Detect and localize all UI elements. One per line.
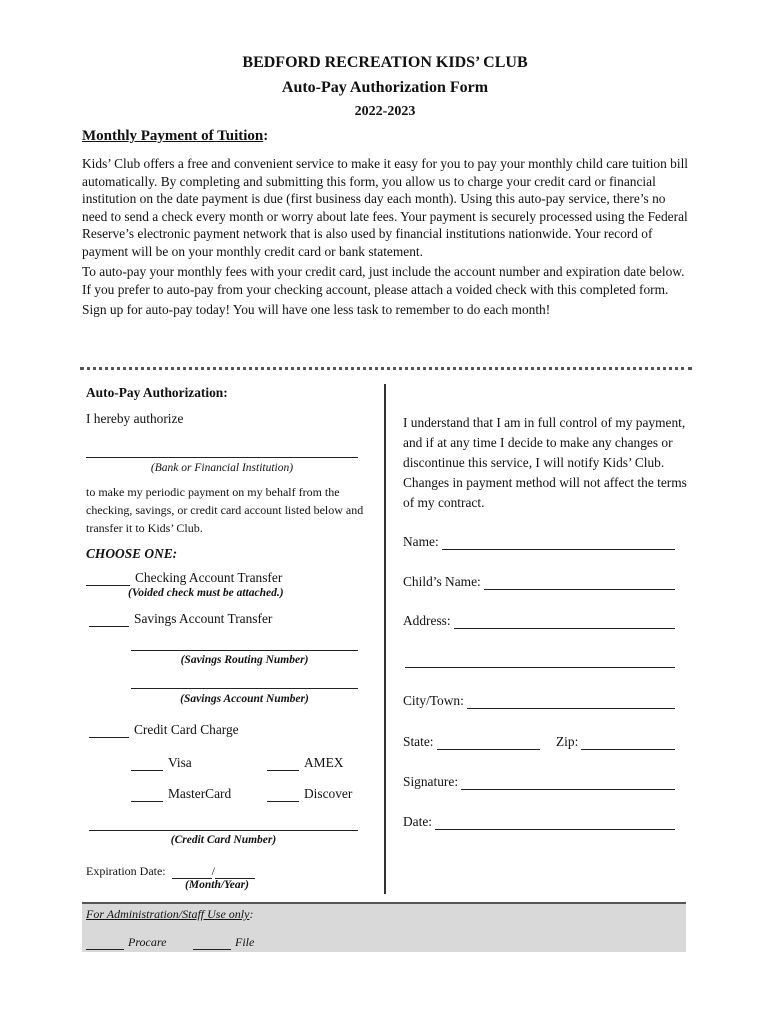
- routing-field[interactable]: [131, 650, 358, 651]
- address-field-row: [403, 613, 675, 629]
- credit-option[interactable]: [89, 722, 239, 738]
- periodic-text: to make my periodic payment on my behalf from the checking, savings, or credit card account listed below and transfer it to Kids’ Club.: [86, 485, 364, 535]
- month-year-caption: (Month/Year): [185, 879, 249, 891]
- name-label: Name:: [403, 534, 439, 549]
- intro-paragraph-1: Kids’ Club offers a free and convenient service to make it easy for you to pay your monthly child care tuition bill automatically. By completing and submitting this form, you allow us to charge your credit card or financial institution on the date payment is due (first business day each month). Using this auto-pay service, there’s no need to send a check every month or worry about late fees. Your payment is securely processed using the Federal Reserve’s electronic payment network that is also used by financial institutions nationwide. Your record of payment will be on your monthly credit card or bank statement.: [82, 156, 689, 259]
- address-line-2[interactable]: [405, 667, 675, 668]
- choose-one-label: CHOOSE ONE:: [86, 546, 178, 561]
- account-field[interactable]: [131, 688, 358, 689]
- date-label: Date:: [403, 814, 432, 829]
- amex-blank[interactable]: [267, 758, 299, 771]
- zip-label: Zip:: [556, 734, 579, 749]
- zip-field-row: [556, 734, 675, 750]
- bank-field[interactable]: [86, 457, 358, 458]
- name-field-row: [403, 534, 675, 550]
- address-label: Address:: [403, 613, 451, 628]
- date-field-row: [403, 814, 675, 830]
- state-label: State:: [403, 734, 434, 749]
- dotted-divider: [80, 367, 692, 370]
- savings-label: Savings Account Transfer: [134, 611, 273, 626]
- address-input[interactable]: [454, 616, 675, 629]
- signature-label: Signature:: [403, 774, 459, 789]
- cc-caption: (Credit Card Number): [170, 834, 277, 846]
- expiration-row: [86, 864, 255, 879]
- intro-text: [82, 155, 692, 319]
- credit-blank[interactable]: [89, 725, 129, 738]
- state-input[interactable]: [437, 737, 541, 750]
- column-divider: [384, 384, 386, 894]
- savings-blank[interactable]: [89, 614, 129, 627]
- discover-option[interactable]: [267, 786, 352, 802]
- voided-note: (Voided check must be attached.): [128, 587, 284, 599]
- file-blank[interactable]: [193, 937, 231, 950]
- intro-paragraph-2: To auto-pay your monthly fees with your credit card, just include the account number and expiration date below. If you prefer to auto-pay from your checking account, please attach a voided check with this completed form.: [82, 264, 685, 297]
- checking-option[interactable]: [86, 570, 282, 586]
- bank-caption: (Bank or Financial Institution): [150, 462, 294, 474]
- discover-blank[interactable]: [267, 789, 299, 802]
- visa-blank[interactable]: [131, 758, 163, 771]
- understand-text: I understand that I am in full control of my payment, and if at any time I decide to make any changes or discontinue this service, I will notify Kids’ Club. Changes in payment method will not affect the terms of my contract.: [403, 415, 687, 510]
- checking-blank[interactable]: [86, 573, 130, 586]
- exp-year-field[interactable]: [215, 866, 255, 879]
- name-input[interactable]: [442, 537, 675, 550]
- routing-caption: (Savings Routing Number): [180, 654, 309, 666]
- procare-label: Procare: [128, 935, 167, 949]
- auth-heading: Auto-Pay Authorization:: [86, 385, 228, 400]
- state-field-row: [403, 734, 540, 750]
- mastercard-label: MasterCard: [168, 786, 232, 801]
- child-field-row: [403, 574, 675, 590]
- discover-label: Discover: [304, 786, 353, 801]
- city-field-row: [403, 693, 675, 709]
- org-title: BEDFORD RECREATION KIDS’ CLUB: [242, 54, 528, 71]
- signature-field-row: [403, 774, 675, 790]
- intro-paragraph-3: Sign up for auto-pay today! You will have one less task to remember to do each month!: [82, 302, 551, 317]
- savings-option[interactable]: [89, 611, 272, 627]
- child-name-input[interactable]: [484, 577, 675, 590]
- checking-label: Checking Account Transfer: [135, 570, 283, 585]
- amex-label: AMEX: [304, 755, 344, 770]
- account-caption: (Savings Account Number): [180, 693, 309, 705]
- visa-option[interactable]: [131, 755, 192, 771]
- city-label: City/Town:: [403, 693, 464, 708]
- file-option[interactable]: [193, 935, 254, 950]
- child-name-label: Child’s Name:: [403, 574, 481, 589]
- expiration-label: Expiration Date:: [86, 864, 166, 878]
- form-title: Auto-Pay Authorization Form: [281, 79, 489, 96]
- amex-option[interactable]: [267, 755, 343, 771]
- city-input[interactable]: [467, 696, 675, 709]
- hereby-label: I hereby authorize: [86, 411, 184, 426]
- visa-label: Visa: [168, 755, 192, 770]
- zip-input[interactable]: [581, 737, 675, 750]
- credit-label: Credit Card Charge: [134, 722, 239, 737]
- procare-option[interactable]: [86, 935, 166, 950]
- section-heading: Monthly Payment of Tuition:: [82, 128, 269, 144]
- cc-number-field[interactable]: [89, 830, 358, 831]
- date-input[interactable]: [435, 817, 675, 830]
- exp-month-field[interactable]: [172, 866, 212, 879]
- file-label: File: [235, 935, 255, 949]
- exp-slash: /: [211, 864, 215, 878]
- mastercard-blank[interactable]: [131, 789, 163, 802]
- signature-input[interactable]: [461, 777, 675, 790]
- admin-heading: For Administration/Staff Use only:: [86, 907, 254, 921]
- form-year: 2022-2023: [354, 104, 416, 119]
- mastercard-option[interactable]: [131, 786, 231, 802]
- procare-blank[interactable]: [86, 937, 124, 950]
